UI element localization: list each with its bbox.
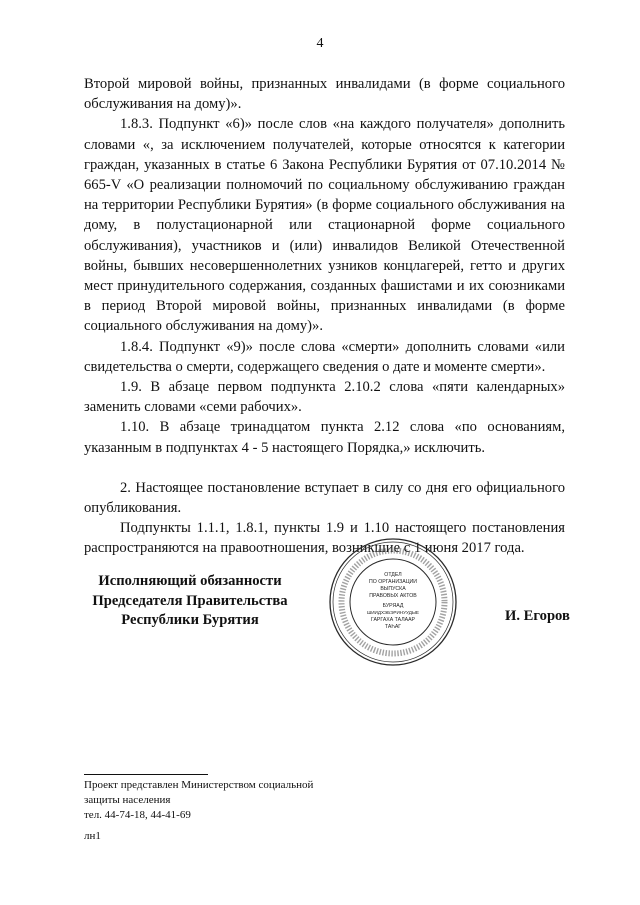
stamp-line: ПРАВОВЫХ АКТОВ xyxy=(369,593,417,599)
signatory-title-line: Исполняющий обязанности xyxy=(98,573,282,589)
paragraph-continuation: Второй мировой войны, признанных инвалидами (в форме социального обслуживания на дому)». xyxy=(84,76,565,113)
stamp-line: ПО ОРГАНИЗАЦИИ xyxy=(369,579,417,585)
signatory-title xyxy=(80,572,300,631)
paragraph-1-8-3: 1.8.3. Подпункт «6)» после слов «на каждого получателя» дополнить словами «, за исключением получателей, которые относятся к категории граждан, указанных в статье 6 Закона Республики Бурятия от 07.10.2014 № 665-V «О реализации полномочий по социальному обслуживанию граждан на территории Республики Бурятия» (в форме социального обслуживания на дому, в полустационарной или стационарной форме социального обслуживания), участников и (или) инвалидов Великой Отечественной войны, бывших несовершеннолетних узников концлагерей, гетто и других мест принудительного содержания, созданных фашистами и их союзниками в период Второй мировой войны, признанных инвалидами (в форме социального обслуживания на дому)». xyxy=(84,116,565,335)
paragraph-1-8-4: 1.8.4. Подпункт «9)» после слова «смерти» дополнить словами «или свидетельства о смерти, содержащего сведения о дате и моменте смерти». xyxy=(84,338,565,375)
stamp-line: ВЫПУСКА xyxy=(380,586,406,592)
stamp-line: ОТДЕЛ xyxy=(384,572,402,578)
signatory-title-line: Республики Бурятия xyxy=(121,612,259,628)
page-number: 4 xyxy=(316,36,324,51)
stamp-line: БУРЯАД xyxy=(382,603,404,609)
signatory-title-line: Председателя Правительства xyxy=(92,592,288,609)
paragraph-2: 2. Настоящее постановление вступает в силу со дня его официального опубликования. xyxy=(84,479,565,517)
footnote-divider xyxy=(84,774,208,775)
document-body xyxy=(84,74,565,559)
footnote-line: защиты населения xyxy=(84,794,171,806)
stamp-line: ШИИДХЭБЭРИНУУДЫЕ xyxy=(367,610,419,615)
footnote xyxy=(84,778,313,844)
paragraph-1-10: 1.10. В абзаце тринадцатом пункта 2.12 слова «по основаниям, указанным в подпунктах 4 - 5 настоящего Порядка,» исключить. xyxy=(84,419,565,456)
paragraph-1-9: 1.9. В абзаце первом подпункта 2.10.2 слова «пяти календарных» заменить словами «семи рабочих». xyxy=(84,379,565,416)
stamp-line: ТАҺАГ xyxy=(384,624,402,630)
footnote-line: Проект представлен Министерством социальной xyxy=(84,779,314,791)
signatory-name: И. Егоров xyxy=(505,608,570,624)
footnote-code: лн1 xyxy=(84,830,101,842)
stamp-line: ГАРГАХА ТАЛААР xyxy=(370,617,416,623)
paragraph-effective: Подпункты 1.1.1, 1.8.1, пункты 1.9 и 1.10 настоящего постановления распространяются на правоотношения, возникшие с 1 июня 2017 года. xyxy=(84,520,565,557)
official-stamp xyxy=(328,537,458,667)
footnote-line: тел. 44-74-18, 44-41-69 xyxy=(84,809,191,821)
